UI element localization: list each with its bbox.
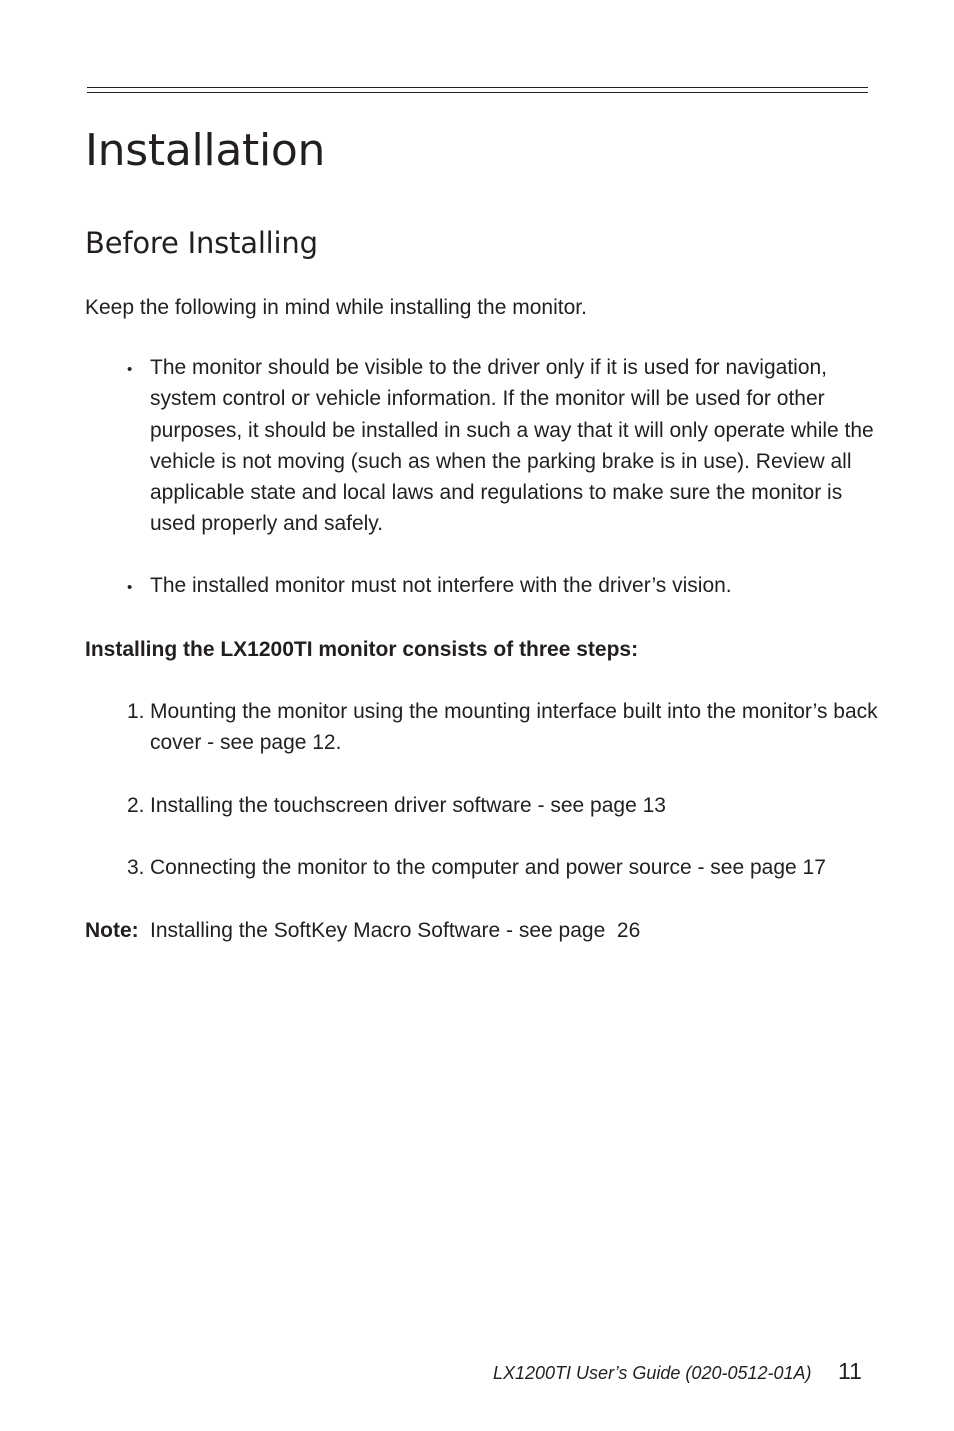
header-rule-top [87, 87, 868, 88]
step-number: 1. [127, 700, 145, 723]
step-item-driver-software: Installing the touchscreen driver software - see page 13 [150, 794, 666, 817]
note-text: Installing the SoftKey Macro Software - see page 26 [150, 919, 641, 942]
steps-heading: Installing the LX1200TI monitor consists of three steps: [85, 638, 639, 661]
section-title: Before Installing [85, 226, 318, 260]
footer-guide-title: LX1200TI User’s Guide (020-0512-01A) [493, 1363, 812, 1383]
header-rule-bottom [87, 92, 868, 93]
intro-paragraph: Keep the following in mind while installing the monitor. [85, 296, 587, 319]
step-number: 3. [127, 856, 145, 879]
step-item-connecting: Connecting the monitor to the computer and power source - see page 17 [150, 856, 826, 879]
step-item-mounting: Mounting the monitor using the mounting interface built into the monitor’s back cover - see page 12. [150, 700, 878, 755]
page-title: Installation [85, 125, 326, 176]
note-label: Note: [85, 919, 139, 942]
bullet-item-vision: The installed monitor must not interfere with the driver’s vision. [150, 574, 732, 597]
bullet-marker: • [127, 579, 133, 596]
page-number: 11 [838, 1358, 862, 1384]
bullet-item-visibility: The monitor should be visible to the driver only if it is used for navigation, system control or vehicle information. If the monitor will be used for other purposes, it should be installed in such a way that it will only operate while the vehicle is not moving (such as when the parking brake is in use). Review all applicable state and local laws and regulations to make sure the monitor is used properly and safely. [150, 356, 874, 536]
step-number: 2. [127, 794, 145, 817]
bullet-marker: • [127, 361, 133, 378]
